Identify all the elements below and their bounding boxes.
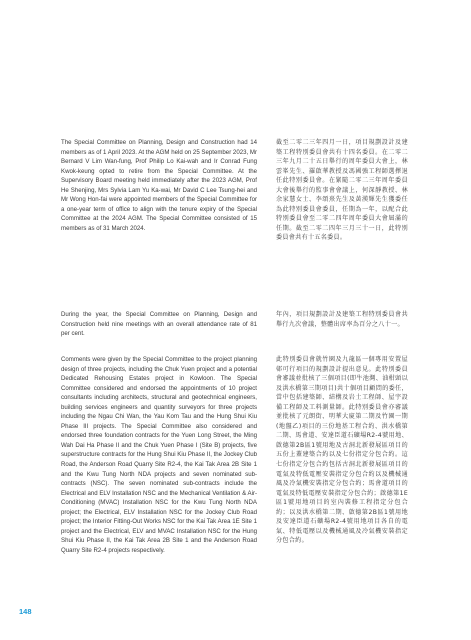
chinese-paragraph-projects bbox=[276, 355, 408, 546]
chinese-paragraph-meetings bbox=[276, 310, 408, 329]
chinese-text-meetings: 年內，項目規劃設計及建築工程特別委員會共舉行九次會議，整體出席率為百分之八十一。 bbox=[276, 311, 408, 328]
chinese-paragraph-membership bbox=[276, 138, 408, 243]
chinese-text-projects: 此特別委員會就竹園及九龍區一個專用安置屋邨可行項目的規劃設計提出意見。此特別委員會審議並批核了三個項目(即牛池灣、油柑頭以及洪水橋第三期項目)共十個項目顧問的委任，當中包括建築師、結構及岩土工程師、屋宇設備工程師及工料測量師。此特別委員會亦審議並批核了元朗街、明華大廈第二期及竹園一期(地盤乙)項目的三份地基工程合約、洪水橋第二期、馬會道、安達臣道石礦場R2-4號用地、啟德第2B區1號用地及古洞北新發展區項目的五份上蓋建築合約以及七份指定分包合約。這七份指定分包合約包括古洞北新發展區項目的電氣及特低電壓安裝指定分包合約以及機械通風及冷氣機安裝指定分包合約；馬會道項目的電氣及特低電壓安裝指定分包合約；啟德第1E區1號用地項目的室內裝修工程指定分包合約；以及洪水橋第二期、啟德第2B區1號用地及安達臣道石礦場R2-4號用地項目各自的電氣、特低電壓以及機械通風及冷氣機安裝指定分包合約。 bbox=[276, 356, 408, 545]
english-text-projects: Comments were given by the Special Committee to the project planning design of three projects, including the Chuk Yuen project and a potential Dedicated Rehousing Estates project in Kowloon. The Special Committee considered and endorsed the appointments of 10 project consultants including architects, structural and geotechnical engineers, building services engineers and quantity surveyors for three projects including the Ngau Chi Wan, the Yau Kom Tau and the Hung Shui Kiu Phase III projects. The Special Committee also considered and endorsed three foundation contracts for the Yuen Long Street, the Ming Wah Dai Ha Phase II and the Chuk Yuen Phase I (Site B) projects, five superstructure contracts for the Hung Shui Kiu Phase II, the Jockey Club Road, the Anderson Road Quarry Site R2-4, the Kai Tak Area 2B Site 1 and the Kwu Tung North NDA projects and seven nominated sub-contracts (NSC). The seven nominated sub-contracts include the Electrical and ELV Installation NSC and the Mechanical Ventilation & Air-Conditioning (MVAC) Installation NSC for the Kwu Tung North NDA project; the Electrical, ELV Installation NSC for the Jockey Club Road project; the Interior Fitting-Out Works NSC for the Kai Tak Area 1E Site 1 project and the Electrical, ELV and MVAC Installation NSC for the Hung Shui Kiu Phase II, the Kai Tak Area 2B Site 1 and the Anderson Road Quarry Site R2-4 projects respectively. bbox=[61, 356, 257, 554]
english-paragraph-projects bbox=[61, 355, 257, 555]
chinese-text-membership: 截至二零二三年四月一日，項目規劃設計及建築工程特別委員會共有十四名委員。在二零二三年九月二十五日舉行的周年委員大會上，林雲峯先生、羅啟華教授及馮國強工程師選擇退任此特別委員會。在緊隨二零二三年周年委員大會後舉行的監事會會議上，何深靜教授、林余家慧女士、李頌熹先生及黃漢輝先生獲委任為此特別委員會委員，任期為一年，以配合此特別委員會至二零二四年周年委員大會屆滿的任期。截至二零二四年三月三十一日，此特別委員會共有十五名委員。 bbox=[276, 139, 408, 242]
english-paragraph-membership bbox=[61, 138, 257, 233]
english-paragraph-meetings bbox=[61, 310, 257, 339]
english-text-membership: The Special Committee on Planning, Design and Construction had 14 members as of 1 April 2023. At the AGM held on 25 September 2023, Mr Bernard V Lim Wan-fung, Prof Philip Lo Kai-wah and Ir Conrad Fung Kwok-keung opted to retire from the Special Committee. At the Supervisory Board meeting held immediately after the 2023 AGM, Prof He Shenjing, Mrs Sylvia Lam Yu Ka-wai, Mr David C Lee Tsung-hei and Mr Wong Hon-fai were appointed members of the Special Committee for a one-year term of office to align with the tenure expiry of the Special Committee at the 2024 AGM. The Special Committee consisted of 15 members as of 31 March 2024. bbox=[61, 139, 257, 232]
page-number: 148 bbox=[19, 607, 32, 616]
english-text-meetings: During the year, the Special Committee on Planning, Design and Construction held nine meetings with an overall attendance rate of 81 per cent. bbox=[61, 311, 257, 338]
